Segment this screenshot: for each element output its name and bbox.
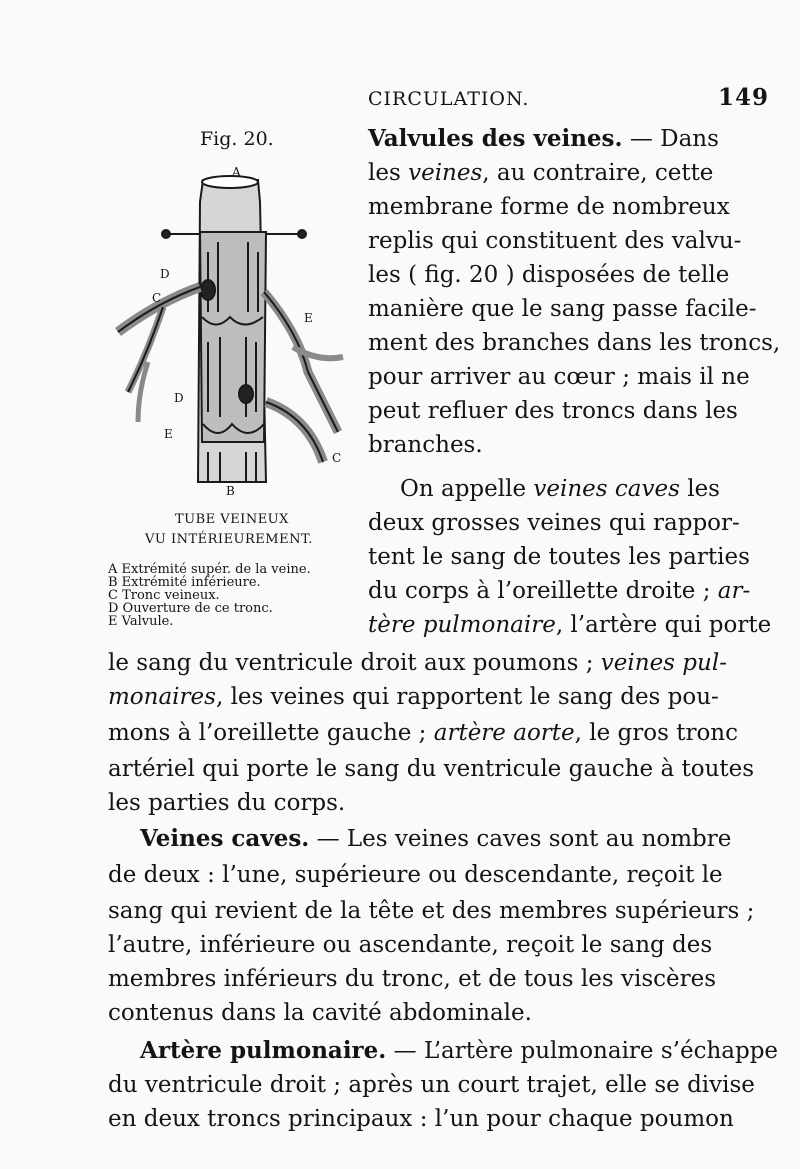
p1-l2a: les — [368, 160, 409, 186]
p1-line7: ment des branches dans les troncs, — [368, 330, 781, 356]
p1-l2b: , au contraire, cette — [482, 160, 714, 186]
p2-l8-italic: artère aorte — [433, 720, 575, 746]
p2-l1a: On appelle — [400, 476, 534, 502]
p2-l5-italic: tère pulmonaire — [368, 612, 556, 638]
figure-letter-d-lower: D — [174, 391, 184, 405]
p1-l2-italic: veines — [408, 160, 483, 186]
p4-line1 — [140, 1034, 778, 1068]
p4-line1-rest: — L’artère pulmonaire s’échappe — [386, 1038, 779, 1064]
p1-line5: les ( fig. 20 ) disposées de telle — [368, 262, 730, 288]
p3-line5: membres inférieurs du tronc, et de tous les viscères — [108, 966, 717, 992]
p1-line1-rest: — Dans — [622, 126, 719, 152]
p1-line1 — [368, 122, 719, 156]
p1-line10: branches. — [368, 432, 483, 458]
p3-heading: Veines caves. — [140, 825, 310, 852]
p2-l7-italic: monaires — [108, 684, 216, 710]
figure-letter-c-right: C — [332, 451, 342, 465]
p2-l1-italic: veines caves — [533, 476, 680, 502]
p2-l8a: mons à l’oreillette gauche ; — [108, 720, 434, 746]
legend-item-b: B Extrémité inférieure. — [108, 575, 261, 590]
p2-l5b: , l’artère qui porte — [555, 612, 772, 638]
p4-heading: Artère pulmonaire. — [140, 1037, 387, 1064]
p3-line4: l’autre, inférieure ou ascendante, reçoit le sang des — [108, 932, 713, 958]
p3-line1-rest: — Les veines caves sont au nombre — [309, 826, 732, 852]
figure-letter-c-left: C — [152, 291, 162, 305]
p2-l6a: le sang du ventricule droit aux poumons ; — [108, 650, 601, 676]
p3-line6: contenus dans la cavité abdominale. — [108, 1000, 532, 1026]
legend-item-d: D Ouverture de ce tronc. — [108, 601, 273, 616]
figure-label: Fig. 20. — [200, 128, 274, 150]
p2-line9: artériel qui porte le sang du ventricule gauche à toutes — [108, 756, 755, 782]
p1-line8: pour arriver au cœur ; mais il ne — [368, 364, 750, 390]
figure-caption-line2: VU INTÉRIEUREMENT. — [145, 532, 313, 547]
figure-letter-b: B — [226, 484, 235, 498]
p3-line1 — [140, 822, 731, 856]
figure-letter-e-left: E — [164, 427, 173, 441]
legend-item-a: A Extrémité supér. de la veine. — [108, 562, 311, 577]
vein-illustration — [108, 162, 353, 507]
p4-line3: en deux troncs principaux : l’un pour chaque poumon — [108, 1106, 734, 1132]
figure-caption-line1: TUBE VEINEUX — [175, 512, 289, 527]
p2-line4 — [368, 574, 750, 608]
p2-line10: les parties du corps. — [108, 790, 346, 816]
p3-line2: de deux : l’une, supérieure ou descendante, reçoit le — [108, 862, 723, 888]
p2-line5 — [368, 608, 771, 642]
p1-heading: Valvules des veines. — [368, 125, 623, 152]
legend-item-c: C Tronc veineux. — [108, 588, 220, 603]
p3-line3: sang qui revient de la tête et des membres supérieurs ; — [108, 898, 755, 924]
p2-l1b: les — [679, 476, 720, 502]
p2-l4-italic: ar- — [717, 578, 751, 604]
p1-line9: peut refluer des troncs dans les — [368, 398, 738, 424]
p2-line8 — [108, 716, 738, 750]
p2-l7b: , les veines qui rapportent le sang des pou- — [215, 684, 719, 710]
figure-letter-a: A — [232, 165, 241, 179]
p1-line2 — [368, 156, 713, 190]
p1-line3: membrane forme de nombreux — [368, 194, 730, 220]
p2-line2: deux grosses veines qui rappor- — [368, 510, 740, 536]
figure-letter-d-upper: D — [160, 267, 170, 281]
p2-line7 — [108, 680, 719, 714]
figure-letter-e-right: E — [304, 311, 313, 325]
p1-line4: replis qui constituent des valvu- — [368, 228, 742, 254]
p2-line3: tent le sang de toutes les parties — [368, 544, 750, 570]
vein-tube-drawing — [108, 162, 353, 507]
legend-item-e: E Valvule. — [108, 614, 174, 629]
p2-line6 — [108, 646, 727, 680]
p2-l6-italic: veines pul- — [600, 650, 727, 676]
p1-line6: manière que le sang passe facile- — [368, 296, 757, 322]
page-number: 149 — [718, 84, 770, 111]
p4-line2: du ventricule droit ; après un court trajet, elle se divise — [108, 1072, 755, 1098]
p2-l8b: , le gros tronc — [574, 720, 738, 746]
running-title: CIRCULATION. — [368, 88, 530, 110]
p2-l4a: du corps à l’oreillette droite ; — [368, 578, 718, 604]
p2-line1 — [400, 472, 720, 506]
